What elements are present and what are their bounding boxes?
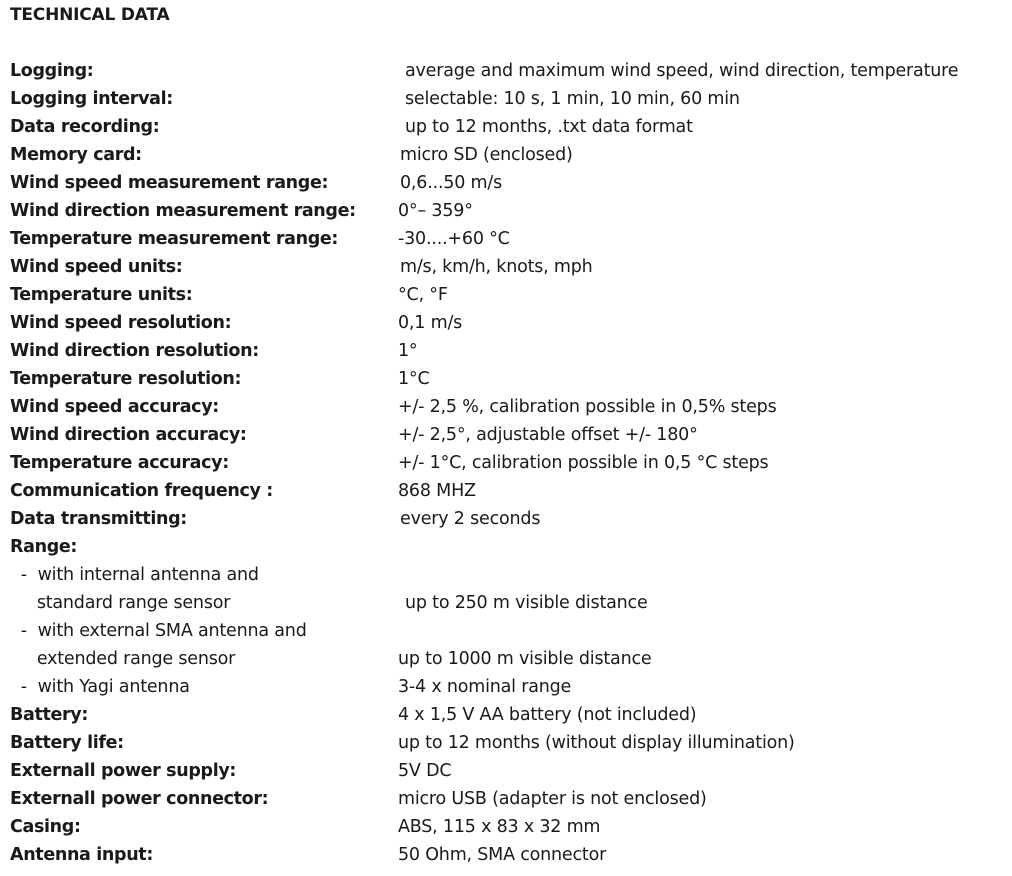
spec-label: Battery: [10, 705, 88, 725]
spec-label: Casing: [10, 817, 81, 837]
spec-value: ABS, 115 x 83 x 32 mm [398, 817, 601, 837]
spec-value: 0°– 359° [398, 201, 473, 221]
spec-value: 0,1 m/s [398, 313, 463, 333]
spec-row [10, 169, 1005, 197]
spec-label: - with external SMA antenna and [10, 621, 307, 641]
spec-row [10, 309, 1005, 337]
spec-label: Logging interval: [10, 89, 173, 109]
spec-value: selectable: 10 s, 1 min, 10 min, 60 min [405, 89, 740, 109]
document-title: TECHNICAL DATA [10, 5, 170, 25]
spec-value: up to 12 months (without display illumination) [398, 733, 795, 753]
spec-label: Logging: [10, 61, 94, 81]
spec-value: every 2 seconds [400, 509, 541, 529]
spec-value: -30....+60 °C [398, 229, 510, 249]
spec-label: Temperature units: [10, 285, 193, 305]
spec-value: °C, °F [398, 285, 448, 305]
spec-label: Data transmitting: [10, 509, 187, 529]
spec-value: micro SD (enclosed) [400, 145, 573, 165]
spec-label: - with internal antenna and [10, 565, 259, 585]
spec-label: Wind speed resolution: [10, 313, 232, 333]
spec-label: Temperature resolution: [10, 369, 242, 389]
spec-value: +/- 1°C, calibration possible in 0,5 °C steps [398, 453, 769, 473]
spec-row [10, 589, 1005, 617]
spec-label: Memory card: [10, 145, 142, 165]
spec-value: up to 250 m visible distance [405, 593, 648, 613]
spec-row [10, 841, 1005, 869]
spec-row [10, 813, 1005, 841]
spec-value: +/- 2,5 %, calibration possible in 0,5% steps [398, 397, 777, 417]
spec-label: Wind speed accuracy: [10, 397, 219, 417]
spec-row [10, 561, 1005, 589]
spec-value: 1°C [398, 369, 430, 389]
spec-row [10, 701, 1005, 729]
spec-label: Temperature measurement range: [10, 229, 339, 249]
spec-value: 50 Ohm, SMA connector [398, 845, 607, 865]
spec-row [10, 225, 1005, 253]
spec-row [10, 393, 1005, 421]
spec-table [10, 57, 1005, 869]
spec-row [10, 85, 1005, 113]
spec-row [10, 253, 1005, 281]
spec-value: 1° [398, 341, 418, 361]
spec-label: standard range sensor [10, 593, 231, 613]
spec-row [10, 113, 1005, 141]
spec-label: Range: [10, 537, 78, 557]
spec-label: Data recording: [10, 117, 160, 137]
spec-value: average and maximum wind speed, wind direction, temperature [405, 61, 959, 81]
spec-value: micro USB (adapter is not enclosed) [398, 789, 707, 809]
spec-label: Communication frequency : [10, 481, 273, 501]
spec-row [10, 645, 1005, 673]
spec-row [10, 505, 1005, 533]
spec-value: 5V DC [398, 761, 452, 781]
spec-row [10, 673, 1005, 701]
spec-value: m/s, km/h, knots, mph [400, 257, 593, 277]
spec-label: Externall power connector: [10, 789, 269, 809]
spec-row [10, 421, 1005, 449]
spec-row [10, 785, 1005, 813]
spec-value: up to 1000 m visible distance [398, 649, 652, 669]
spec-label: Wind speed units: [10, 257, 183, 277]
spec-row [10, 533, 1005, 561]
spec-value: up to 12 months, .txt data format [405, 117, 693, 137]
spec-value: +/- 2,5°, adjustable offset +/- 180° [398, 425, 698, 445]
spec-label: Wind direction resolution: [10, 341, 259, 361]
spec-label: Wind direction measurement range: [10, 201, 356, 221]
spec-row [10, 617, 1005, 645]
spec-value: 4 x 1,5 V AA battery (not included) [398, 705, 697, 725]
spec-label: extended range sensor [10, 649, 236, 669]
spec-row [10, 757, 1005, 785]
spec-label: Externall power supply: [10, 761, 237, 781]
spec-value: 868 MHZ [398, 481, 476, 501]
spec-row [10, 281, 1005, 309]
spec-row [10, 337, 1005, 365]
spec-label: - with Yagi antenna [10, 677, 190, 697]
spec-label: Wind speed measurement range: [10, 173, 329, 193]
spec-value: 3-4 x nominal range [398, 677, 572, 697]
spec-row [10, 141, 1005, 169]
spec-label: Antenna input: [10, 845, 153, 865]
spec-row [10, 197, 1005, 225]
spec-label: Battery life: [10, 733, 124, 753]
spec-row [10, 729, 1005, 757]
spec-row [10, 57, 1005, 85]
spec-label: Wind direction accuracy: [10, 425, 247, 445]
spec-row [10, 477, 1005, 505]
spec-row [10, 449, 1005, 477]
spec-label: Temperature accuracy: [10, 453, 229, 473]
spec-row [10, 365, 1005, 393]
spec-value: 0,6...50 m/s [400, 173, 503, 193]
